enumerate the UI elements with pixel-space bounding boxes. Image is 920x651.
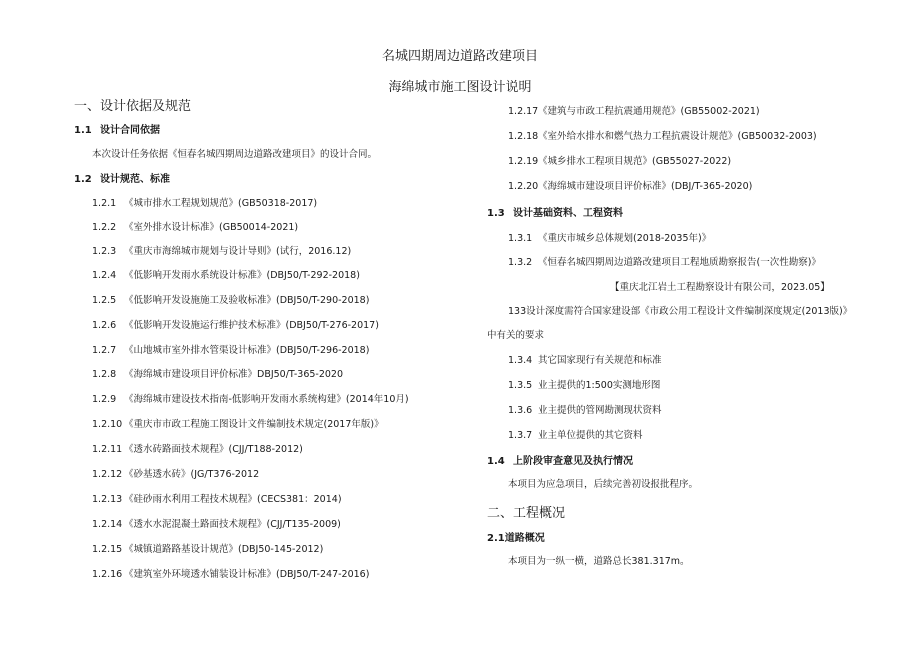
item-number: 1.2.18 <box>508 131 539 142</box>
item-number: 1.2.7 <box>92 345 117 356</box>
item-text: 《建筑室外环境透水铺装设计标准》(DBJ50/T-247-2016) <box>124 569 370 580</box>
item-text: 《山地城市室外排水管渠设计标准》(DBJ50/T-296-2018) <box>124 345 370 356</box>
list-item <box>508 230 711 244</box>
contract-paragraph: 本次设计任务依据《恒春名城四期周边道路改建项目》的设计合同。 <box>92 149 378 160</box>
item-number: 1.2.11 <box>92 444 123 455</box>
item-text: 《硅砂雨水利用工程技术规程》(CECS381：2014) <box>124 494 342 505</box>
list-item <box>92 195 317 209</box>
item-text: 《恒春名城四期周边道路改建项目工程地质勘察报告(一次性勘察)》 <box>538 257 821 268</box>
item-number: 1.2.19 <box>508 156 539 167</box>
list-item <box>92 267 360 281</box>
item-number: 1.2.16 <box>92 569 123 580</box>
item-text: 《城市排水工程规划规范》(GB50318-2017) <box>124 198 318 209</box>
item-number: 1.2.6 <box>92 320 117 331</box>
section-number: 1.3 <box>487 208 505 219</box>
list-item <box>92 541 323 555</box>
document-title: 名城四期周边道路改建项目 <box>381 49 538 64</box>
list-item <box>92 516 341 530</box>
section-label: 道路概况 <box>504 533 545 544</box>
section-label: 设计基础资料、工程资料 <box>513 208 623 219</box>
item-number: 1.2.2 <box>92 222 117 233</box>
survey-company-line: 【重庆北江岩土工程勘察设计有限公司，2023.05】 <box>610 282 830 293</box>
document-subtitle: 海绵城市施工图设计说明 <box>388 80 532 95</box>
item-number: 1.2.12 <box>92 469 123 480</box>
list-item <box>92 317 379 331</box>
item-text: 《重庆市海绵城市规划与设计导则》(试行，2016.12) <box>124 246 352 257</box>
section-1-1-heading <box>74 121 160 136</box>
item-number: 1.2.10 <box>92 419 123 430</box>
item-number: 1.3.4 <box>508 355 533 366</box>
item-number: 1.2.3 <box>92 246 117 257</box>
item-text: 《室外排水设计标准》(GB50014-2021) <box>124 222 299 233</box>
depth-requirement-line-2: 中有关的要求 <box>487 330 545 341</box>
item-text: 《城乡排水工程项目规范》(GB55027-2022) <box>538 156 732 167</box>
item-number: 1.2.17 <box>508 106 539 117</box>
item-text: 《透水水泥混凝土路面技术规程》(CJJ/T135-2009) <box>124 519 341 530</box>
item-text: 《建筑与市政工程抗震通用规范》(GB55002-2021) <box>538 106 760 117</box>
section-number: 1.2 <box>74 174 92 185</box>
list-item <box>92 219 298 233</box>
depth-requirement-line-1: 133设计深度需符合国家建设部《市政公用工程设计文件编制深度规定(2013版)》 <box>508 306 853 317</box>
list-item <box>92 416 384 430</box>
item-text: 《透水砖路面技术规程》(CJJ/T188-2012) <box>124 444 303 455</box>
list-item <box>508 352 662 366</box>
list-item <box>92 441 303 455</box>
section-label: 设计合同依据 <box>100 125 160 136</box>
section-number: 2.1 <box>487 533 505 544</box>
list-item <box>92 342 369 356</box>
item-number: 1.2.8 <box>92 369 117 380</box>
item-text: 业主提供的1:500实测地形图 <box>538 380 661 391</box>
section-2-1-heading <box>487 529 545 544</box>
list-item <box>508 427 643 441</box>
list-item <box>92 466 259 480</box>
item-text: 《低影响开发设施运行维护技术标准》(DBJ50/T-276-2017) <box>124 320 379 331</box>
item-number: 1.2.14 <box>92 519 123 530</box>
list-item <box>92 391 409 405</box>
item-text: 《低影响开发设施施工及验收标准》(DBJ50/T-290-2018) <box>124 295 370 306</box>
item-text: 《海绵城市建设技术指南-低影响开发雨水系统构建》(2014年10月) <box>124 394 409 405</box>
item-number: 1.2.1 <box>92 198 117 209</box>
section-1-3-heading <box>487 204 623 219</box>
item-number: 1.2.4 <box>92 270 117 281</box>
review-paragraph: 本项目为应急项目，后续完善初设报批程序。 <box>508 479 699 490</box>
item-number: 1.2.20 <box>508 181 539 192</box>
item-number: 1.2.15 <box>92 544 123 555</box>
item-text: 《重庆市城乡总体规划(2018-2035年)》 <box>538 233 712 244</box>
section-label: 上阶段审查意见及执行情况 <box>513 456 633 467</box>
list-item <box>92 566 369 580</box>
item-text: 《海绵城市建设项目评价标准》(DBJ/T-365-2020) <box>538 181 753 192</box>
section-2-heading: 二、工程概况 <box>487 506 566 521</box>
list-item <box>92 366 343 380</box>
item-number: 1.2.5 <box>92 295 117 306</box>
section-label: 设计规范、标准 <box>100 174 170 185</box>
list-item <box>508 178 752 192</box>
list-item <box>508 402 662 416</box>
item-text: 业主提供的管网勘测现状资料 <box>538 405 662 416</box>
list-item <box>92 491 342 505</box>
road-overview-paragraph: 本项目为一纵一横，道路总长381.317m。 <box>508 556 690 567</box>
list-item <box>508 103 760 117</box>
section-number: 1.1 <box>74 125 92 136</box>
section-1-heading: 一、设计依据及规范 <box>74 99 192 114</box>
list-item <box>508 128 817 142</box>
item-text: 《低影响开发雨水系统设计标准》(DBJ50/T-292-2018) <box>124 270 360 281</box>
list-item <box>508 377 660 391</box>
list-item <box>508 254 821 268</box>
section-1-2-heading <box>74 170 170 185</box>
item-text: 《室外给水排水和燃气热力工程抗震设计规范》(GB50032-2003) <box>538 131 817 142</box>
item-text: 《城镇道路路基设计规范》(DBJ50-145-2012) <box>124 544 324 555</box>
list-item <box>508 153 731 167</box>
item-number: 1.3.7 <box>508 430 533 441</box>
item-number: 1.3.5 <box>508 380 533 391</box>
item-text: 《重庆市市政工程施工图设计文件编制技术规定(2017年版)》 <box>124 419 384 430</box>
item-text: 业主单位提供的其它资料 <box>538 430 643 441</box>
section-1-4-heading <box>487 452 633 467</box>
item-text: 《砂基透水砖》(JG/T376-2012 <box>124 469 260 480</box>
item-number: 1.3.6 <box>508 405 533 416</box>
section-number: 1.4 <box>487 456 505 467</box>
item-number: 1.2.13 <box>92 494 123 505</box>
item-text: 其它国家现行有关规范和标准 <box>538 355 662 366</box>
item-number: 1.2.9 <box>92 394 117 405</box>
list-item <box>92 243 351 257</box>
item-number: 1.3.2 <box>508 257 533 268</box>
item-number: 1.3.1 <box>508 233 533 244</box>
list-item <box>92 292 369 306</box>
item-text: 《海绵城市建设项目评价标准》DBJ50/T-365-2020 <box>124 369 344 380</box>
